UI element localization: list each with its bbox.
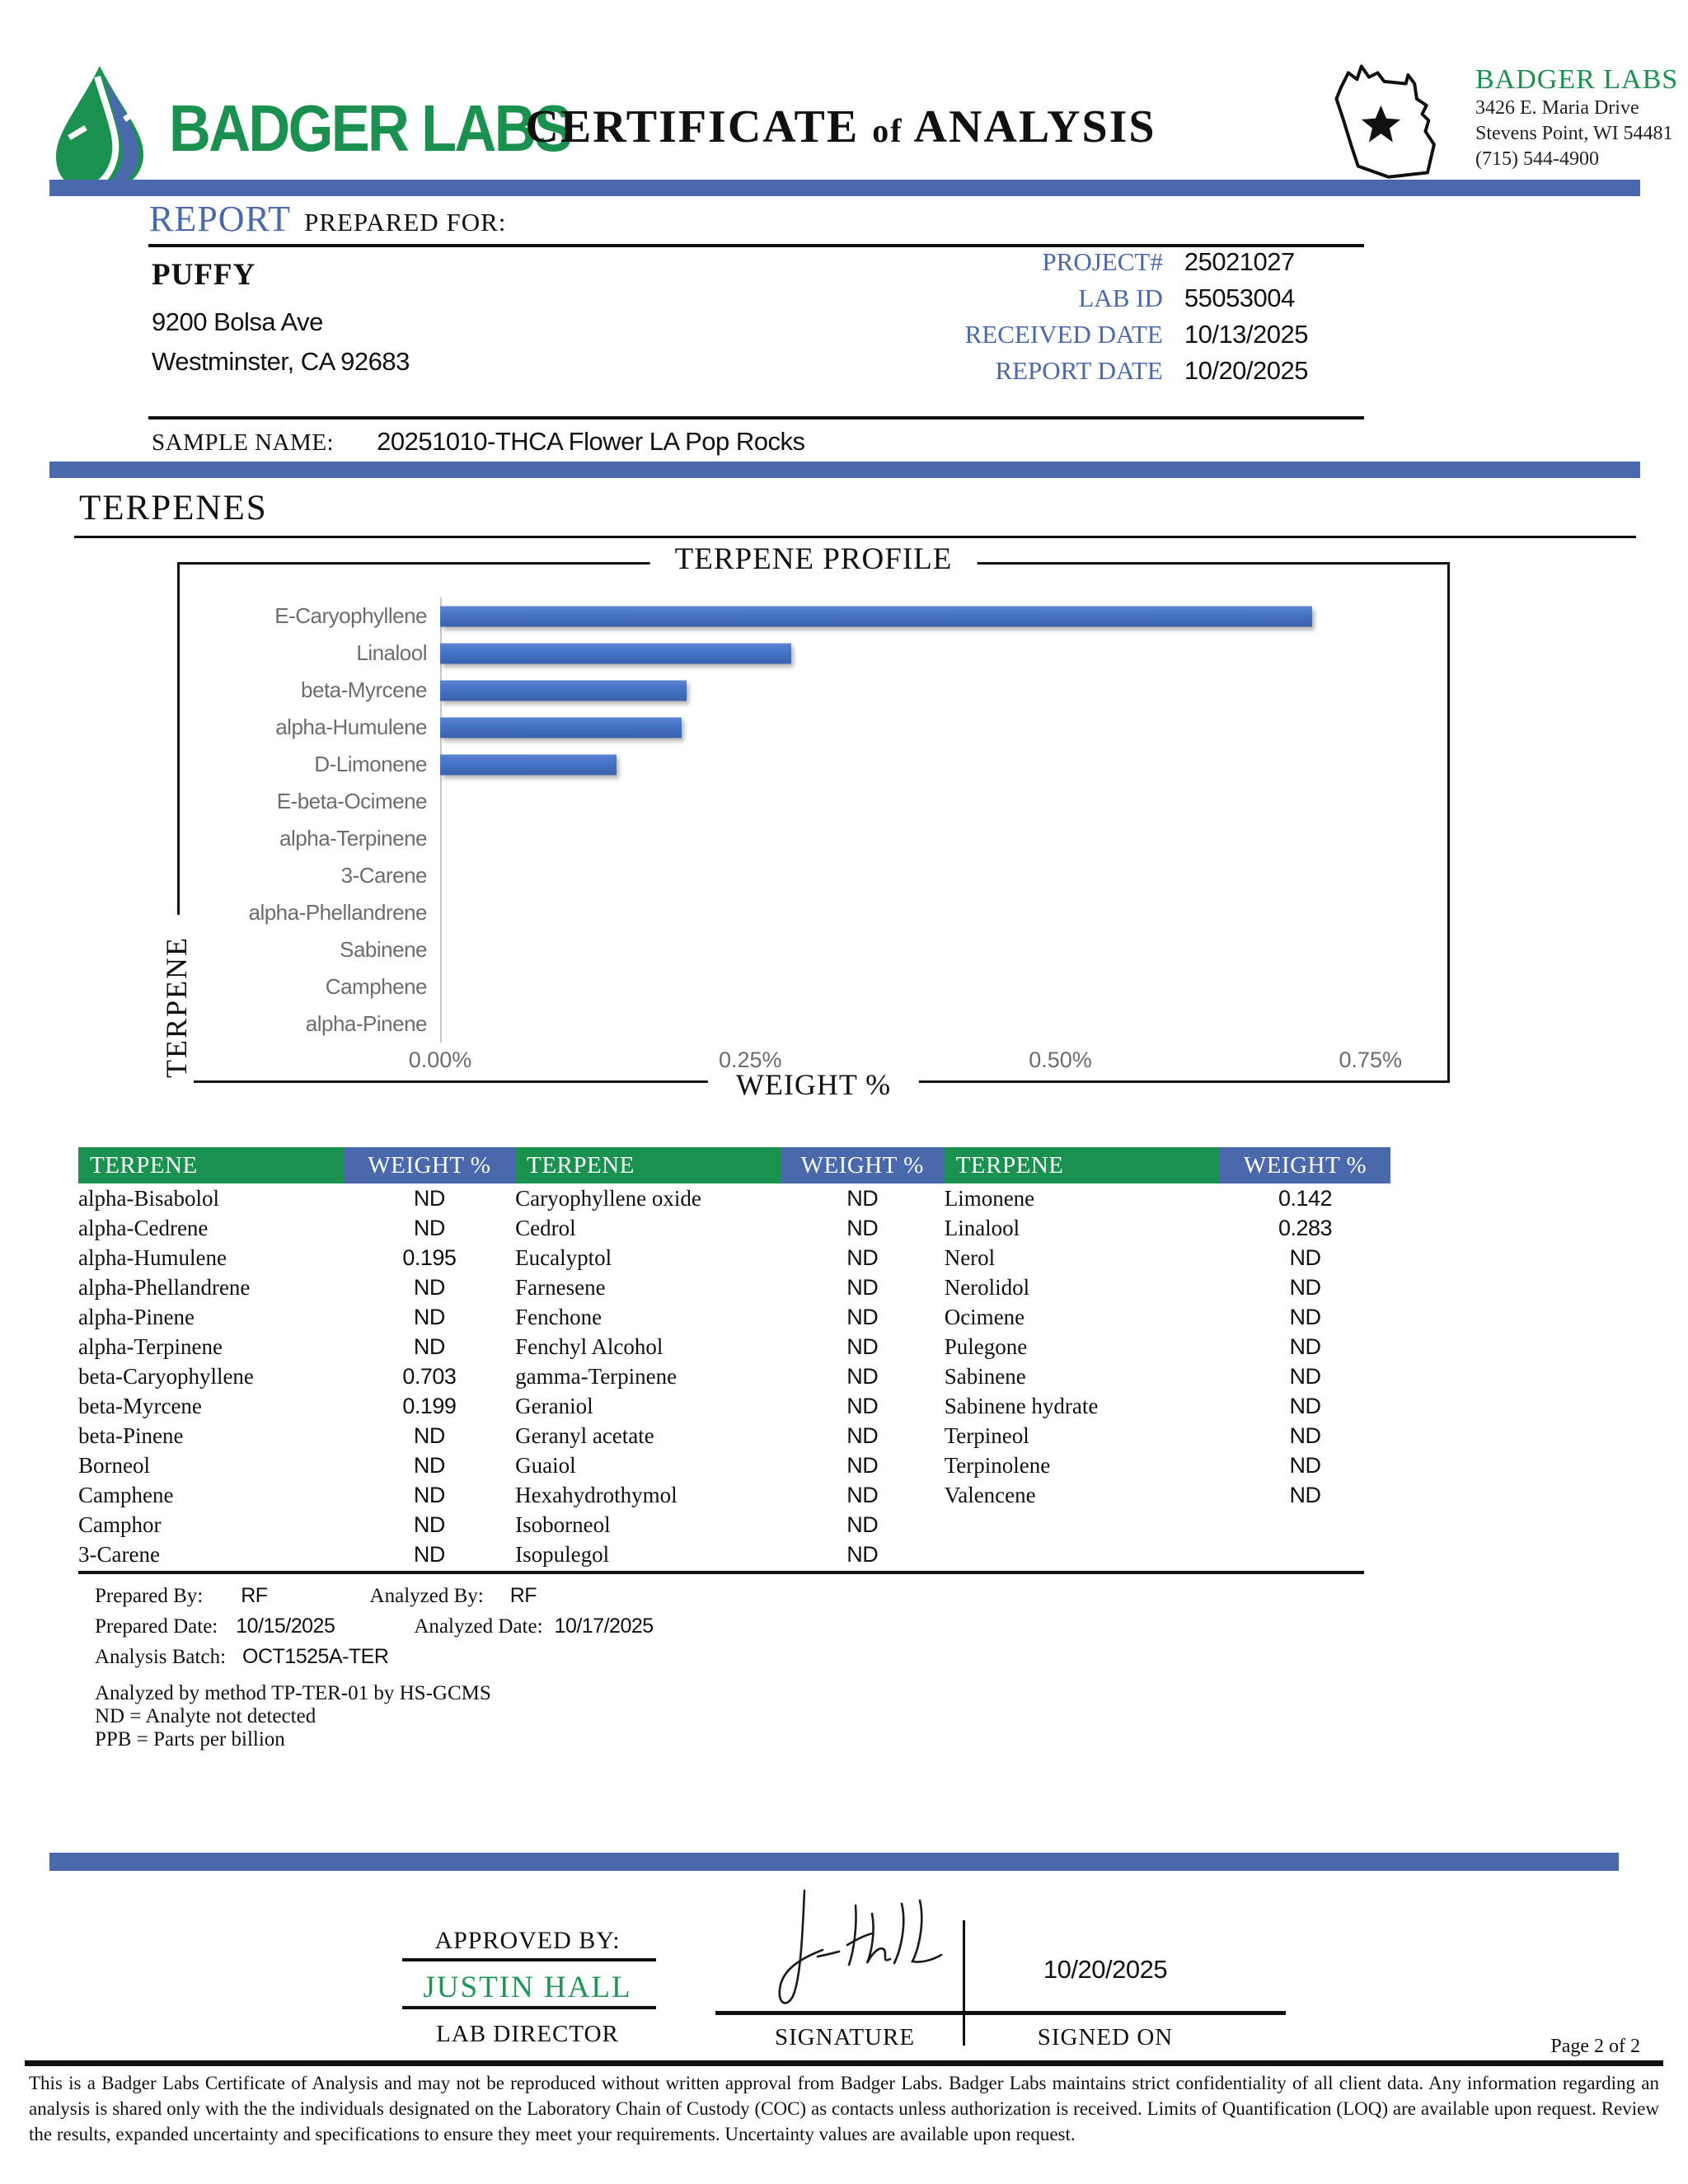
weight-value-cell: ND bbox=[1289, 1363, 1321, 1389]
terpene-name-cell: alpha-Phellandrene bbox=[78, 1274, 251, 1300]
lab-phone: (715) 544-4900 bbox=[1475, 148, 1599, 170]
terpene-name-cell: beta-Caryophyllene bbox=[78, 1363, 254, 1389]
terpene-name-cell: Nerol bbox=[944, 1244, 996, 1270]
terpene-name-cell: alpha-Pinene bbox=[78, 1304, 195, 1329]
table-row bbox=[78, 1540, 1390, 1569]
chart-bar-track bbox=[440, 635, 1432, 672]
wisconsin-state-icon bbox=[1309, 51, 1464, 181]
chart-row bbox=[190, 746, 1432, 783]
weight-value-cell: ND bbox=[413, 1333, 445, 1359]
signature-image bbox=[725, 1881, 964, 2013]
lab-name: BADGER LABS bbox=[1475, 64, 1679, 95]
terpene-name-cell: Hexahydrothymol bbox=[515, 1482, 678, 1507]
chart-row bbox=[190, 894, 1432, 931]
table-header-row bbox=[78, 1147, 1390, 1183]
terpene-header-2: TERPENE bbox=[515, 1147, 781, 1183]
signed-on-label: SIGNED ON bbox=[1037, 2024, 1174, 2050]
table-row bbox=[78, 1361, 1390, 1391]
chart-bar-track bbox=[440, 672, 1432, 709]
chart-row bbox=[190, 931, 1432, 968]
terpene-name-cell: Guaiol bbox=[515, 1452, 576, 1478]
prepared-date-label: Prepared Date: bbox=[95, 1615, 218, 1638]
field-row bbox=[806, 356, 1368, 392]
report-label: REPORT bbox=[149, 199, 292, 239]
approver-underline bbox=[402, 2006, 656, 2009]
chart-row bbox=[190, 672, 1432, 709]
title-part-2: ANALYSIS bbox=[913, 101, 1156, 152]
terpene-name-cell: Camphene bbox=[78, 1482, 174, 1507]
chart-category-label: beta-Myrcene bbox=[301, 677, 427, 702]
terpene-name-cell: Farnesene bbox=[515, 1274, 606, 1300]
terpene-name-cell: Nerolidol bbox=[944, 1274, 1030, 1300]
weight-value-cell: ND bbox=[413, 1304, 445, 1329]
document-title bbox=[462, 101, 1220, 153]
approved-by-underline bbox=[402, 1958, 656, 1961]
badger-labs-leaf-logo bbox=[45, 62, 154, 194]
chart-x-tick-label: 0.25% bbox=[718, 1047, 782, 1072]
lab-id-value: 55053004 bbox=[1184, 284, 1295, 312]
chart-bar-track bbox=[440, 598, 1432, 635]
terpene-name-cell: Linalool bbox=[944, 1215, 1020, 1240]
signed-on-date: 10/20/2025 bbox=[1043, 1955, 1168, 1984]
signature-rule bbox=[715, 2011, 1286, 2015]
terpenes-section-title: TERPENES bbox=[79, 489, 268, 527]
weight-value-cell: ND bbox=[846, 1511, 879, 1537]
table-row bbox=[78, 1510, 1390, 1540]
section-divider-bar bbox=[49, 462, 1640, 478]
weight-header-3: WEIGHT % bbox=[1220, 1147, 1390, 1183]
table-row bbox=[78, 1451, 1390, 1480]
weight-value-cell: ND bbox=[413, 1422, 445, 1448]
terpene-name-cell: Cedrol bbox=[515, 1215, 576, 1240]
terpene-name-cell: Fenchyl Alcohol bbox=[515, 1333, 663, 1359]
weight-value-cell: ND bbox=[1289, 1393, 1321, 1418]
weight-value-cell: ND bbox=[413, 1215, 445, 1240]
terpene-name-cell: alpha-Terpinene bbox=[78, 1333, 223, 1359]
chart-row bbox=[190, 820, 1432, 857]
weight-value-cell: ND bbox=[413, 1482, 445, 1507]
chart-x-tick-label: 0.00% bbox=[408, 1047, 472, 1072]
terpene-name-cell: gamma-Terpinene bbox=[515, 1363, 678, 1389]
title-part-of: of bbox=[872, 112, 903, 149]
terpene-name-cell: Ocimene bbox=[944, 1304, 1025, 1329]
terpene-name-cell: Isopulegol bbox=[515, 1541, 610, 1567]
nd-note: ND = Analyte not detected bbox=[95, 1705, 316, 1727]
table-row bbox=[78, 1272, 1390, 1302]
field-row bbox=[806, 320, 1368, 356]
terpene-name-cell: Camphor bbox=[78, 1511, 162, 1537]
weight-value-cell: ND bbox=[846, 1215, 879, 1240]
weight-value-cell: ND bbox=[846, 1185, 879, 1211]
prepared-for-label: PREPARED FOR: bbox=[304, 208, 507, 237]
table-row bbox=[78, 1302, 1390, 1332]
chart-category-label: Linalool bbox=[356, 640, 427, 665]
terpene-name-cell: Geraniol bbox=[515, 1393, 593, 1418]
chart-x-axis-label: WEIGHT % bbox=[708, 1067, 919, 1102]
chart-bar bbox=[440, 643, 791, 663]
weight-value-cell: ND bbox=[1289, 1274, 1321, 1300]
table-row bbox=[78, 1243, 1390, 1272]
project-value: 25021027 bbox=[1184, 247, 1295, 276]
chart-category-label: D-Limonene bbox=[314, 752, 427, 776]
weight-header-2: WEIGHT % bbox=[781, 1147, 945, 1183]
terpene-name-cell: Sabinene bbox=[944, 1363, 1026, 1389]
weight-value-cell: ND bbox=[846, 1452, 879, 1478]
chart-row bbox=[190, 709, 1432, 746]
terpene-name-cell: Limonene bbox=[944, 1185, 1035, 1211]
analysis-meta-block bbox=[95, 1584, 654, 1751]
chart-row bbox=[190, 857, 1432, 894]
chart-bar-track bbox=[440, 1005, 1432, 1043]
sample-name-row bbox=[152, 427, 805, 457]
weight-value-cell: ND bbox=[846, 1333, 879, 1359]
chart-x-tick-label: 0.50% bbox=[1029, 1047, 1092, 1072]
ppb-note: PPB = Parts per billion bbox=[95, 1728, 285, 1750]
client-block bbox=[152, 257, 410, 382]
terpene-name-cell: 3-Carene bbox=[78, 1541, 160, 1567]
analyzed-date-value: 10/17/2025 bbox=[554, 1615, 654, 1638]
chart-bar-track bbox=[440, 783, 1432, 820]
footer-rule bbox=[25, 2060, 1663, 2066]
weight-value-cell: ND bbox=[846, 1304, 879, 1329]
weight-value-cell: ND bbox=[846, 1393, 879, 1418]
analyzed-by-value: RF bbox=[509, 1584, 537, 1607]
lab-address-line1: 3426 E. Maria Drive bbox=[1475, 97, 1639, 119]
received-date-value: 10/13/2025 bbox=[1184, 320, 1308, 349]
terpene-results-table bbox=[78, 1147, 1390, 1569]
weight-value-cell: ND bbox=[846, 1541, 879, 1567]
terpene-name-cell: alpha-Humulene bbox=[78, 1244, 227, 1270]
chart-category-label: Sabinene bbox=[340, 937, 427, 962]
terpene-name-cell: Borneol bbox=[78, 1452, 150, 1478]
lab-contact-block bbox=[1475, 64, 1681, 172]
weight-value-cell: ND bbox=[1289, 1452, 1321, 1478]
terpene-name-cell: Pulegone bbox=[944, 1333, 1028, 1359]
chart-category-label: 3-Carene bbox=[340, 863, 427, 888]
lab-id-label: LAB ID bbox=[1078, 284, 1163, 312]
chart-bar-track bbox=[440, 968, 1432, 1005]
report-date-label: REPORT DATE bbox=[995, 356, 1163, 385]
chart-x-ticks bbox=[408, 1047, 1432, 1072]
title-part-1: CERTIFICATE bbox=[525, 101, 860, 152]
chart-category-label: E-Caryophyllene bbox=[274, 603, 427, 628]
terpene-name-cell: Fenchone bbox=[515, 1304, 603, 1329]
chart-plot-area bbox=[190, 598, 1432, 1043]
sample-name-value: 20251010-THCA Flower LA Pop Rocks bbox=[377, 427, 805, 456]
chart-category-label: alpha-Pinene bbox=[305, 1011, 427, 1036]
terpene-profile-chart bbox=[160, 542, 1450, 1101]
prepared-date-value: 10/15/2025 bbox=[236, 1615, 335, 1638]
table-bottom-rule bbox=[78, 1571, 1364, 1574]
chart-bar bbox=[440, 606, 1312, 626]
weight-value-cell: ND bbox=[1289, 1422, 1321, 1448]
analysis-batch-value: OCT1525A-TER bbox=[242, 1645, 389, 1668]
table-row bbox=[78, 1391, 1390, 1421]
lab-address-line2: Stevens Point, WI 54481 bbox=[1475, 123, 1673, 144]
terpene-name-cell: Caryophyllene oxide bbox=[515, 1185, 701, 1211]
chart-y-axis-label: TERPENE bbox=[159, 915, 194, 1099]
chart-bar-track bbox=[440, 820, 1432, 857]
terpene-name-cell: Isoborneol bbox=[515, 1511, 611, 1537]
chart-row bbox=[190, 968, 1432, 1005]
weight-value-cell: ND bbox=[413, 1185, 445, 1211]
analyzed-by-label: Analyzed By: bbox=[369, 1585, 484, 1607]
chart-category-label: alpha-Phellandrene bbox=[248, 900, 427, 925]
weight-value-cell: ND bbox=[1289, 1304, 1321, 1329]
report-bottom-rule bbox=[148, 416, 1364, 419]
weight-value-cell: ND bbox=[1289, 1482, 1321, 1507]
brand-wordmark: BADGER LABS bbox=[169, 91, 571, 165]
table-body bbox=[78, 1183, 1390, 1569]
chart-category-label: alpha-Terpinene bbox=[279, 826, 427, 851]
project-label: PROJECT# bbox=[1042, 247, 1163, 276]
weight-value-cell: ND bbox=[413, 1452, 445, 1478]
terpene-name-cell: Eucalyptol bbox=[515, 1244, 612, 1270]
chart-row bbox=[190, 598, 1432, 635]
terpene-name-cell: beta-Myrcene bbox=[78, 1393, 202, 1418]
weight-value-cell: ND bbox=[846, 1422, 879, 1448]
field-row bbox=[806, 284, 1368, 320]
chart-row bbox=[190, 783, 1432, 820]
chart-bar bbox=[440, 717, 682, 738]
weight-value-cell: 0.283 bbox=[1278, 1215, 1333, 1240]
chart-row bbox=[190, 635, 1432, 672]
weight-value-cell: 0.195 bbox=[402, 1244, 457, 1270]
client-address-2: Westminster, CA 92683 bbox=[152, 347, 410, 376]
weight-value-cell: 0.703 bbox=[402, 1363, 457, 1389]
chart-bar-track bbox=[440, 709, 1432, 746]
analysis-batch-label: Analysis Batch: bbox=[95, 1646, 227, 1668]
weight-value-cell: ND bbox=[1289, 1333, 1321, 1359]
terpene-name-cell: alpha-Cedrene bbox=[78, 1215, 209, 1240]
prepared-by-label: Prepared By: bbox=[95, 1585, 204, 1607]
chart-bar bbox=[440, 680, 687, 701]
page-number: Page 2 of 2 bbox=[1550, 2036, 1640, 2057]
header-divider-bar bbox=[49, 180, 1640, 196]
terpene-name-cell: Terpinolene bbox=[944, 1452, 1051, 1478]
terpene-header-1: TERPENE bbox=[78, 1147, 344, 1183]
table-row bbox=[78, 1183, 1390, 1213]
weight-value-cell: ND bbox=[846, 1363, 879, 1389]
field-row bbox=[806, 247, 1368, 284]
weight-value-cell: ND bbox=[413, 1541, 445, 1567]
signature-label: SIGNATURE bbox=[774, 2024, 916, 2050]
weight-value-cell: 0.142 bbox=[1278, 1185, 1333, 1211]
sample-name-label: SAMPLE NAME: bbox=[152, 429, 335, 456]
terpene-header-3: TERPENE bbox=[945, 1147, 1220, 1183]
weight-value-cell: ND bbox=[1289, 1244, 1321, 1270]
chart-bar bbox=[440, 754, 617, 775]
chart-title: TERPENE PROFILE bbox=[650, 541, 978, 577]
table-row bbox=[78, 1332, 1390, 1361]
approver-name: JUSTIN HALL bbox=[423, 1971, 632, 2004]
terpenes-underline bbox=[74, 536, 1636, 538]
terpene-name-cell: Geranyl acetate bbox=[515, 1422, 654, 1448]
chart-bar-track bbox=[440, 857, 1432, 894]
client-name: PUFFY bbox=[152, 258, 256, 292]
table-row bbox=[78, 1213, 1390, 1243]
chart-x-tick-label: 0.75% bbox=[1339, 1047, 1403, 1072]
report-prepared-heading bbox=[149, 198, 506, 240]
report-date-value: 10/20/2025 bbox=[1184, 356, 1308, 385]
chart-bar-track bbox=[440, 931, 1432, 968]
analyzed-date-label: Analyzed Date: bbox=[414, 1615, 543, 1638]
chart-bar-track bbox=[440, 746, 1432, 783]
chart-category-label: Camphene bbox=[325, 974, 427, 999]
footer-disclaimer: This is a Badger Labs Certificate of Analysis and may not be reproduced without written approval from Badger Labs. Badger Labs maintains strict confidentiality of all client data. Any information regarding an analysis is shared only with the the individuals designated on the Laboratory Chain of Custody (COC) as contacts unless authorization is received. Limits of Quantification (LOQ) are available upon request. Review the results, expanded uncertainty and specifications to ensure they meet your requirements. Uncertainty values are available upon request. bbox=[29, 2073, 1659, 2144]
weight-header-1: WEIGHT % bbox=[344, 1147, 516, 1183]
weight-value-cell: ND bbox=[413, 1274, 445, 1300]
terpene-name-cell: Terpineol bbox=[944, 1422, 1029, 1448]
method-note: Analyzed by method TP-TER-01 by HS-GCMS bbox=[95, 1682, 491, 1704]
chart-bar-track bbox=[440, 894, 1432, 931]
weight-value-cell: ND bbox=[413, 1511, 445, 1537]
client-address-1: 9200 Bolsa Ave bbox=[152, 307, 323, 336]
weight-value-cell: ND bbox=[846, 1244, 879, 1270]
weight-value-cell: ND bbox=[846, 1274, 879, 1300]
weight-value-cell: ND bbox=[846, 1482, 879, 1507]
received-date-label: RECEIVED DATE bbox=[964, 320, 1163, 349]
terpene-name-cell: Sabinene hydrate bbox=[944, 1393, 1099, 1418]
terpene-name-cell: beta-Pinene bbox=[78, 1422, 184, 1448]
prepared-by-value: RF bbox=[241, 1584, 268, 1607]
footer-divider-bar bbox=[49, 1853, 1619, 1871]
chart-category-label: alpha-Humulene bbox=[275, 715, 427, 739]
terpene-name-cell: alpha-Bisabolol bbox=[78, 1185, 219, 1211]
table-row bbox=[78, 1421, 1390, 1451]
chart-category-label: E-beta-Ocimene bbox=[276, 789, 427, 813]
lab-director-label: LAB DIRECTOR bbox=[436, 2021, 619, 2047]
terpene-name-cell: Valencene bbox=[944, 1482, 1036, 1507]
weight-value-cell: 0.199 bbox=[402, 1393, 457, 1418]
report-fields bbox=[806, 247, 1368, 392]
chart-row bbox=[190, 1005, 1432, 1043]
table-row bbox=[78, 1480, 1390, 1510]
approved-by-label: APPROVED BY: bbox=[434, 1927, 621, 1954]
